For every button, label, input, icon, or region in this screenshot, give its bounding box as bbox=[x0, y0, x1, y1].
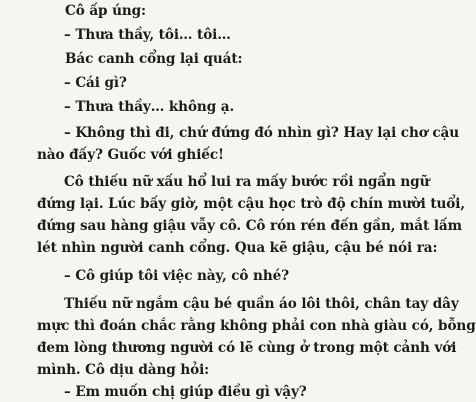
text-line: đem lòng thương người có lẽ cùng ở trong một cảnh với bbox=[37, 340, 457, 356]
text-line: Cô thiếu nữ xấu hổ lui ra mấy bước rồi ngẩn ngữ bbox=[64, 174, 430, 190]
text-line: – Không thì đi, chứ đứng đó nhìn gì? Hay lại chơ cậu bbox=[64, 125, 459, 141]
text-line: nào đấy? Guốc với ghiếc! bbox=[37, 147, 224, 163]
text-line: mình. Cô dịu dàng hỏi: bbox=[37, 362, 210, 378]
text-line: lét nhìn người canh cổng. Qua kẽ giậu, cậu bé nói ra: bbox=[37, 240, 438, 256]
text-line: – Thưa thầy, tôi… tôi… bbox=[64, 27, 231, 43]
text-line: – Cái gì? bbox=[64, 75, 127, 91]
text-line: – Cô giúp tôi việc này, cô nhé? bbox=[64, 268, 290, 284]
text-line: – Thưa thầy… không ạ. bbox=[64, 99, 235, 115]
text-line: Cô ấp úng: bbox=[65, 3, 146, 19]
text-line: đứng lại. Lúc bấy giờ, một cậu học trò độ chín mười tuổi, bbox=[37, 196, 465, 212]
text-line: – Em muốn chị giúp điều gì vậy? bbox=[64, 384, 307, 400]
text-line: mực thì đoán chắc rằng không phải con nhà giàu có, bỗng bbox=[37, 318, 476, 334]
text-line: Thiếu nữ ngắm cậu bé quần áo lôi thôi, chân tay dây bbox=[64, 296, 459, 312]
text-line: Bác canh cổng lại quát: bbox=[65, 51, 243, 67]
text-line: đứng sau hàng giậu vẫy cô. Cô rón rén đến gần, mắt lấm bbox=[37, 218, 462, 234]
